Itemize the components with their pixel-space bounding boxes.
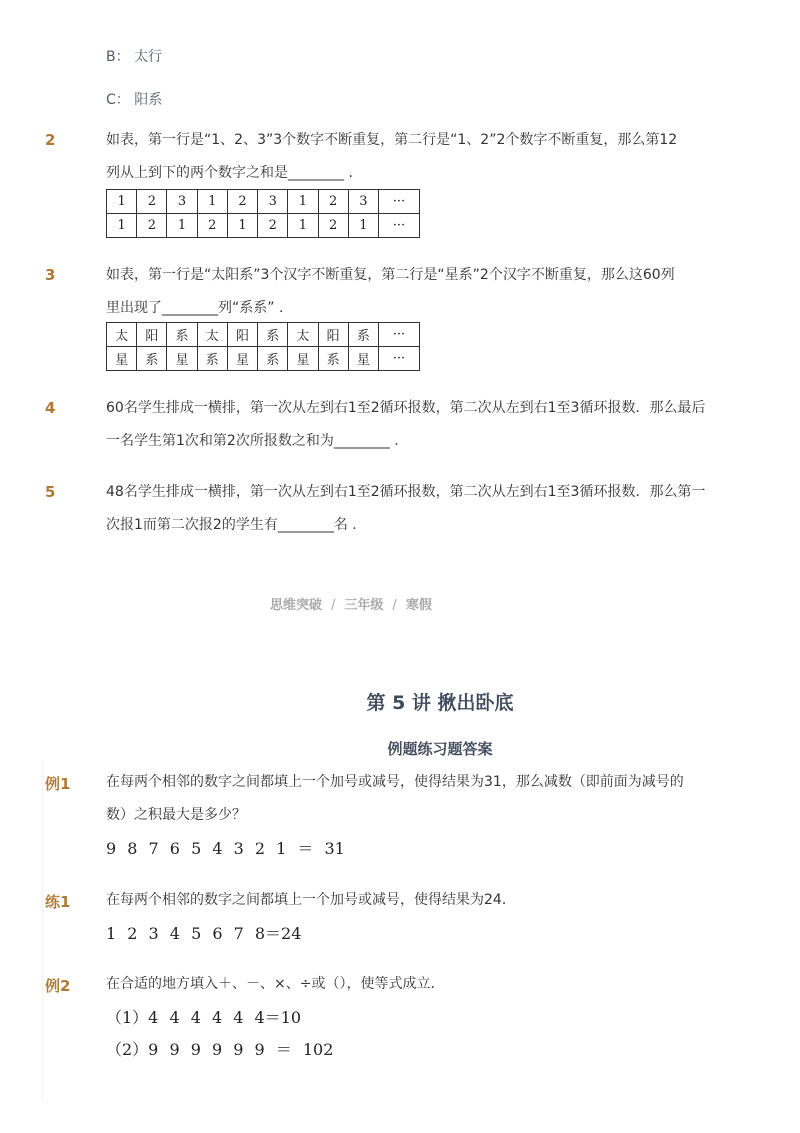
example-2-text: [106, 968, 716, 1001]
option-c: [106, 89, 162, 109]
table-cell: 2: [197, 214, 227, 238]
table-cell: 星: [227, 347, 257, 371]
table-cell: ···: [379, 347, 420, 371]
table-cell: 阳: [137, 323, 167, 347]
lecture-title: 第 5 讲 揪出卧底: [366, 692, 514, 714]
footer-grade: 三年级: [344, 598, 384, 613]
option-letter: C：: [106, 92, 130, 108]
table-cell: 星: [288, 347, 318, 371]
example-expression: （1）4 4 4 4 4 4＝10: [106, 1008, 302, 1027]
table-cell: 2: [318, 190, 348, 214]
example-line: 在每两个相邻的数字之间都填上一个加号或减号，使得结果为24．: [106, 892, 516, 908]
question-2-text: [106, 124, 716, 190]
option-text: 太行: [134, 49, 163, 65]
table-cell: 3: [258, 190, 288, 214]
question-line: 如表，第一行是“1、2、3”3个数字不断重复，第二行是“1、2”2个数字不断重复，那么第12: [106, 132, 678, 148]
option-b: [106, 46, 162, 66]
question-line: 列从上到下的两个数字之和是________ .: [106, 165, 353, 181]
question-4-text: [106, 392, 716, 458]
practice-1-text: [106, 884, 716, 917]
character-table: [106, 322, 420, 371]
table-cell: 2: [318, 214, 348, 238]
example-expression: 9 8 7 6 5 4 3 2 1 ＝ 31: [106, 839, 345, 858]
table-cell: 2: [258, 214, 288, 238]
table-cell: 系: [258, 323, 288, 347]
question-number: 2: [45, 131, 56, 149]
table-cell: ···: [379, 214, 420, 238]
question-line: 60名学生排成一横排，第一次从左到右1至2循环报数，第二次从左到右1至3循环报数．那么最后: [106, 400, 706, 416]
table-cell: 2: [137, 190, 167, 214]
example-line: 在每两个相邻的数字之间都填上一个加号或减号，使得结果为31，那么减数（即前面为减号的: [106, 774, 684, 790]
example-label: 例2: [45, 977, 71, 995]
table-cell: 太: [288, 323, 318, 347]
example-expression: （2）9 9 9 9 9 9 ＝ 102: [106, 1040, 334, 1059]
question-3-text: [106, 259, 716, 325]
option-letter: B：: [106, 49, 130, 65]
table-cell: 阳: [227, 323, 257, 347]
table-cell: 3: [348, 190, 378, 214]
table-cell: 星: [167, 347, 197, 371]
table-cell: 3: [167, 190, 197, 214]
footer-separator: /: [392, 598, 397, 613]
footer-term: 寒假: [405, 598, 432, 613]
footer-separator: /: [331, 598, 336, 613]
table-cell: 1: [107, 190, 137, 214]
table-cell: 系: [137, 347, 167, 371]
table-cell: 1: [348, 214, 378, 238]
example-line: 数）之积最大是多少？: [106, 807, 246, 823]
table-cell: 系: [167, 323, 197, 347]
table-cell: 星: [107, 347, 137, 371]
table-cell: 星: [348, 347, 378, 371]
margin-line: [42, 760, 43, 1100]
question-line: 48名学生排成一横排，第一次从左到右1至2循环报数，第二次从左到右1至3循环报数．那么第一: [106, 484, 706, 500]
question-line: 次报1而第二次报2的学生有________名 .: [106, 517, 357, 533]
number-table: [106, 189, 420, 238]
question-line: 一名学生第1次和第2次所报数之和为________ .: [106, 433, 399, 449]
table-cell: 太: [197, 323, 227, 347]
question-number: 5: [45, 483, 56, 501]
page-footer: [270, 594, 432, 613]
question-line: 如表，第一行是“太阳系”3个汉字不断重复，第二行是“星系”2个汉字不断重复，那么这60列: [106, 267, 675, 283]
table-cell: 2: [227, 190, 257, 214]
table-cell: 系: [318, 347, 348, 371]
table-cell: ···: [379, 190, 420, 214]
question-number: 3: [45, 266, 56, 284]
question-line: 里出现了________列“系系” .: [106, 300, 284, 316]
table-cell: 系: [348, 323, 378, 347]
table-cell: 1: [197, 190, 227, 214]
table-cell: 系: [197, 347, 227, 371]
footer-subject: 思维突破: [270, 598, 323, 613]
table-cell: 1: [167, 214, 197, 238]
option-text: 阳系: [134, 92, 163, 108]
table-cell: 系: [258, 347, 288, 371]
example-label: 练1: [45, 893, 71, 911]
example-1-text: [106, 766, 716, 832]
table-cell: 阳: [318, 323, 348, 347]
example-label: 例1: [45, 775, 71, 793]
section-title: 例题练习题答案: [387, 740, 493, 758]
question-number: 4: [45, 399, 56, 417]
example-expression: 1 2 3 4 5 6 7 8＝24: [106, 924, 302, 943]
table-cell: 1: [288, 214, 318, 238]
table-cell: 1: [227, 214, 257, 238]
table-cell: 太: [107, 323, 137, 347]
table-cell: ···: [379, 323, 420, 347]
table-cell: 1: [288, 190, 318, 214]
table-cell: 2: [137, 214, 167, 238]
question-5-text: [106, 476, 716, 542]
example-line: 在合适的地方填入＋、－、×、÷或（），使等式成立．: [106, 976, 445, 992]
table-cell: 1: [107, 214, 137, 238]
